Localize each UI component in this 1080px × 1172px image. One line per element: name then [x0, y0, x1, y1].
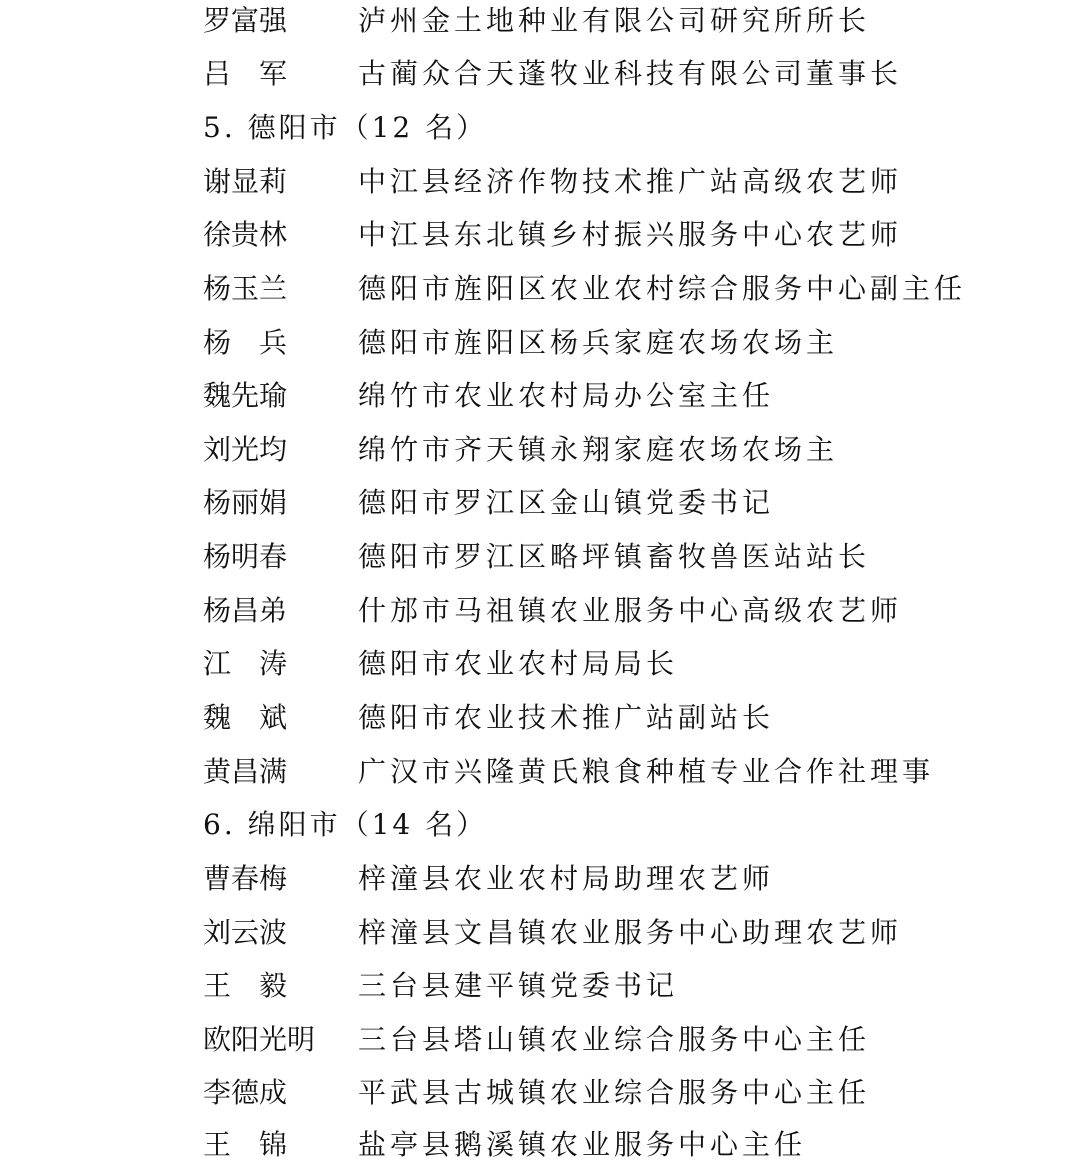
entry-name: 刘光均	[203, 433, 288, 466]
entry-name: 欧阳光明	[203, 1023, 316, 1056]
entry-name: 杨丽娟	[203, 486, 288, 519]
entry-title: 平武县古城镇农业综合服务中心主任	[358, 1076, 871, 1109]
entry-title: 三台县建平镇党委书记	[358, 969, 679, 1002]
entry-name: 谢显莉	[203, 165, 288, 198]
entry-title: 德阳市罗江区略坪镇畜牧兽医站站长	[358, 540, 871, 573]
entry-name: 曹春梅	[203, 862, 288, 895]
entry-title: 梓潼县文昌镇农业服务中心助理农艺师	[358, 916, 903, 949]
entry-title: 梓潼县农业农村局助理农艺师	[358, 862, 775, 895]
entry-name: 王 毅	[203, 969, 288, 1002]
entry-name: 李德成	[203, 1076, 288, 1109]
entry-name: 王 锦	[203, 1128, 288, 1161]
section-heading: 6. 绵阳市（14 名）	[203, 808, 488, 841]
entry-title: 什邡市马祖镇农业服务中心高级农艺师	[358, 594, 903, 627]
entry-title: 绵竹市农业农村局办公室主任	[358, 379, 775, 412]
entry-name: 黄昌满	[203, 755, 288, 788]
entry-name: 杨玉兰	[203, 272, 288, 305]
entry-name: 杨 兵	[203, 326, 288, 359]
section-heading: 5. 德阳市（12 名）	[203, 111, 488, 144]
entry-name: 杨明春	[203, 540, 288, 573]
entry-name: 刘云波	[203, 916, 288, 949]
entry-title: 中江县东北镇乡村振兴服务中心农艺师	[358, 218, 903, 251]
entry-title: 德阳市农业农村局局长	[358, 647, 679, 680]
entry-name: 江 涛	[203, 647, 288, 680]
entry-title: 德阳市农业技术推广站副站长	[358, 701, 775, 734]
entry-name: 吕 军	[203, 57, 288, 90]
entry-name: 魏 斌	[203, 701, 288, 734]
entry-title: 三台县塔山镇农业综合服务中心主任	[358, 1023, 871, 1056]
entry-name: 杨昌弟	[203, 594, 288, 627]
entry-title: 德阳市旌阳区杨兵家庭农场农场主	[358, 326, 839, 359]
entry-title: 盐亭县鹅溪镇农业服务中心主任	[358, 1128, 807, 1161]
entry-title: 绵竹市齐天镇永翔家庭农场农场主	[358, 433, 839, 466]
entry-name: 罗富强	[203, 4, 288, 37]
entry-title: 德阳市罗江区金山镇党委书记	[358, 486, 775, 519]
entry-name: 魏先瑜	[203, 379, 288, 412]
entry-title: 广汉市兴隆黄氏粮食种植专业合作社理事	[358, 755, 935, 788]
entry-title: 古蔺众合天蓬牧业科技有限公司董事长	[358, 57, 903, 90]
entry-title: 德阳市旌阳区农业农村综合服务中心副主任	[358, 272, 967, 305]
entry-title: 泸州金土地种业有限公司研究所所长	[358, 4, 871, 37]
entry-title: 中江县经济作物技术推广站高级农艺师	[358, 165, 903, 198]
entry-name: 徐贵林	[203, 218, 288, 251]
